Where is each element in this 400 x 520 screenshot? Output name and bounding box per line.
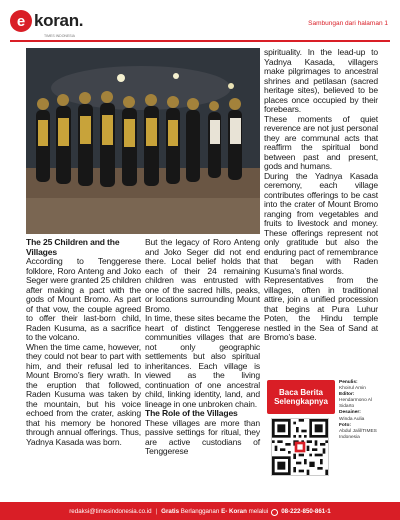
section-heading-children-villages: The 25 Children and the Villages [26,237,120,257]
masthead [0,0,400,44]
section-heading-role-villages: The Role of the Villages [145,408,238,418]
footer-ekoran: E- Koran [221,507,247,515]
logo-badge: e [10,10,32,32]
footer-bar [0,502,400,520]
article-column-3 [264,48,378,343]
paragraph: spirituality. In the lead-up to Yadnya Kasada, villagers make pilgrimages to ancestral shrines and petilasan (sacred heritage sites), believed to be places once occupied by their forebears. [264,47,378,114]
ekoran-logo[interactable] [10,10,83,32]
footer-email[interactable]: redaksi@timesindonesia.co.id [69,507,152,515]
paragraph: Representatives from the villages, often in traditional attire, join a unified procession that begins at Pura Luhur Poten, the Hindu temple nestled in the Sea of Sand at Bromo’s base. [264,275,378,342]
read-more-box [267,380,379,482]
article-photo [26,48,260,234]
footer-subscribe-text: Berlangganan [180,507,220,515]
ceremony-photo-illustration [26,48,260,234]
footer-gratis: Gratis [161,507,180,515]
credit-photo: Foto: Abdul Jalil/TIMES Indonesia [339,422,377,440]
article-credits [339,380,379,441]
qr-code[interactable] [271,418,329,476]
read-more-label: Baca Berita Selengkapnya [267,380,335,414]
credit-writer: Penulis: Khoirul Amin [339,380,366,392]
paragraph: During the Yadnya Kasada ceremony, each village contributes offerings to be cast into the crater of Mount Bromo ranging from vegetables and fruits to livestock and money. These offerings represent not only gratitude but also the enduring pact of remembrance that began with Raden Kusuma’s final words. [264,170,378,276]
credit-editor: Editor: Hendarmono Al Sidarto [339,392,373,410]
footer-phone[interactable]: 08-222-850-861-1 [281,507,331,515]
logo-subtitle: TIMES INDONESIA [44,34,75,38]
article-column-2 [145,238,260,457]
continued-from-label: Sambungan dari halaman 1 [308,20,388,27]
footer-separator: | [155,507,158,515]
paragraph: These moments of quiet reverence are not just personal they are communal acts that reaffirm the spiritual bond between past and present, gods and humans. [264,113,378,171]
paragraph: These villages are more than passive settings for ritual, they are active custodians of Tenggerese [145,417,260,456]
footer-via: melalui [248,507,269,515]
paragraph: When the time came, however, they could not bear to part with him, and their refusal led to Mount Bromo’s fiery wrath. In the eruption that followed, Raden Kusuma was taken by the mountain, but his voice echoed from the crater, asking that his memory be honored through annual offerings. Thus, Yadnya Kasada was born. [26,341,141,447]
paragraph: In time, these sites became the heart of distinct Tenggerese communities villages that are not only geographic settlements but also spiritual inheritances. Each village is viewed as the living continuation of one ancestral child, linking identity, land, and lineage in one unbroken chain. [145,313,260,409]
article-column-1 [26,238,141,447]
paragraph: According to Tenggerese folklore, Roro Anteng and Joko Seger were granted 25 children after making a pact with the gods of Mount Bromo. As part of that vow, the couple agreed to offer their last-born child, Raden Kusuma, as a sacrifice to the volcano. [26,256,141,342]
whatsapp-icon [271,509,278,516]
logo-wordmark: koran. [34,11,84,30]
qr-code-icon [272,419,328,475]
credit-designer: Desainer: Winda Aulia [339,410,365,422]
paragraph: But the legacy of Roro Anteng and Joko Seger did not end there. Local belief holds that each of their 24 remaining children was entrusted with one of the sacred hills, peaks, or locations surrounding Mount Bromo. [145,237,260,314]
header-divider [10,40,390,42]
